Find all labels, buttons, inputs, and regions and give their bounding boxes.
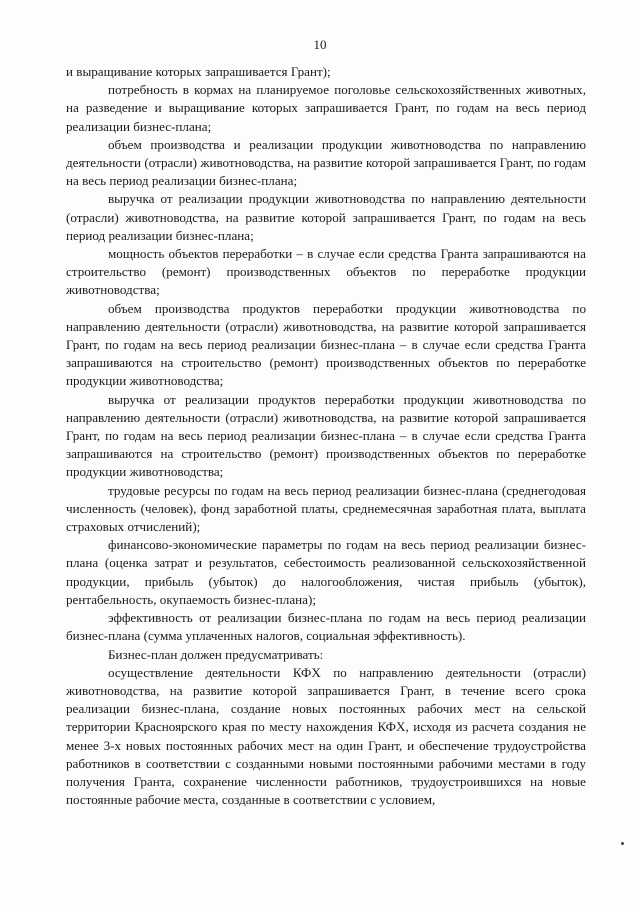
paragraph-processed-revenue: выручка от реализации продуктов переработки продукции животноводства по направлению деятельности (отрасли) животноводства, на развитие которой запрашивается Грант, по годам на весь период реализации бизнес-плана – в случае если средства Гранта запрашиваются на строительство (ремонт) производственных объектов по переработке продукции животноводства; [66,391,586,480]
document-body [66,63,586,809]
paragraph-feed-needs: потребность в кормах на планируемое поголовье сельскохозяйственных животных, на разведение и выращивание которых запрашивается Грант, по годам на весь период реализации бизнес-плана; [66,82,586,134]
paragraph-processing-capacity: мощность объектов переработки – в случае если средства Гранта запрашиваются на строительство (ремонт) производственных объектов по переработке продукции животноводства; [66,246,586,298]
page-number: 10 [313,37,327,52]
paragraph-continuation: и выращивание которых запрашивается Грант); [66,64,331,79]
paragraph-activity-requirements: осуществление деятельности КФХ по направлению деятельности (отрасли) животноводства, на развитие которой запрашивается Грант, в течение всего срока реализации бизнес-плана, создание новых постоянных рабочих мест на сельской территории Красноярского края по месту нахождения КФХ, исходя из расчета создания не менее 3-х новых постоянных рабочих мест на один Грант, и обеспечение трудоустройства работников в соответствии с созданными новыми постоянными рабочими местами в году получения Гранта, сохранение численности работников, трудоустроившихся на новые постоянные рабочие места, созданные в соответствии с условием, [66,664,586,808]
paragraph-processed-volume: объем производства продуктов переработки продукции животноводства по направлению деятельности (отрасли) животноводства, на развитие которой запрашивается Грант, по годам на весь период реализации бизнес-плана – в случае если средства Гранта запрашиваются на строительство (ремонт) производственных объектов по переработке продукции животноводства; [66,300,586,389]
paragraph-labor-resources: трудовые ресурсы по годам на весь период реализации бизнес-плана (среднегодовая численность (человек), фонд заработной платы, среднемесячная заработная плата, выплата страховых отчислений); [66,482,586,535]
paragraph-financial-parameters: финансово-экономические параметры по годам на весь период реализации бизнес-плана (оценка затрат и результатов, себестоимость реализованной сельскохозяйственной продукции, прибыль (убыток) до налогообложения, чистая прибыль (убыток), рентабельность, окупаемость бизнес-плана); [66,537,586,607]
paragraph-production-volume: объем производства и реализации продукции животноводства по направлению деятельности (отрасли) животноводства, на развитие которой запрашивается Грант, по годам на весь период реализации бизнес-плана; [66,136,586,189]
paragraph-sales-revenue: выручка от реализации продукции животноводства по направлению деятельности (отрасли) животноводства, на развитие которой запрашивается Грант, по годам на весь период реализации бизнес-плана; [66,191,586,243]
paragraph-efficiency: эффективность от реализации бизнес-плана по годам на весь период реализации бизнес-плана (сумма уплаченных налогов, социальная эффективность). [66,610,586,644]
paragraph-business-plan-heading: Бизнес-план должен предусматривать: [108,646,324,662]
scan-speck [621,842,624,845]
